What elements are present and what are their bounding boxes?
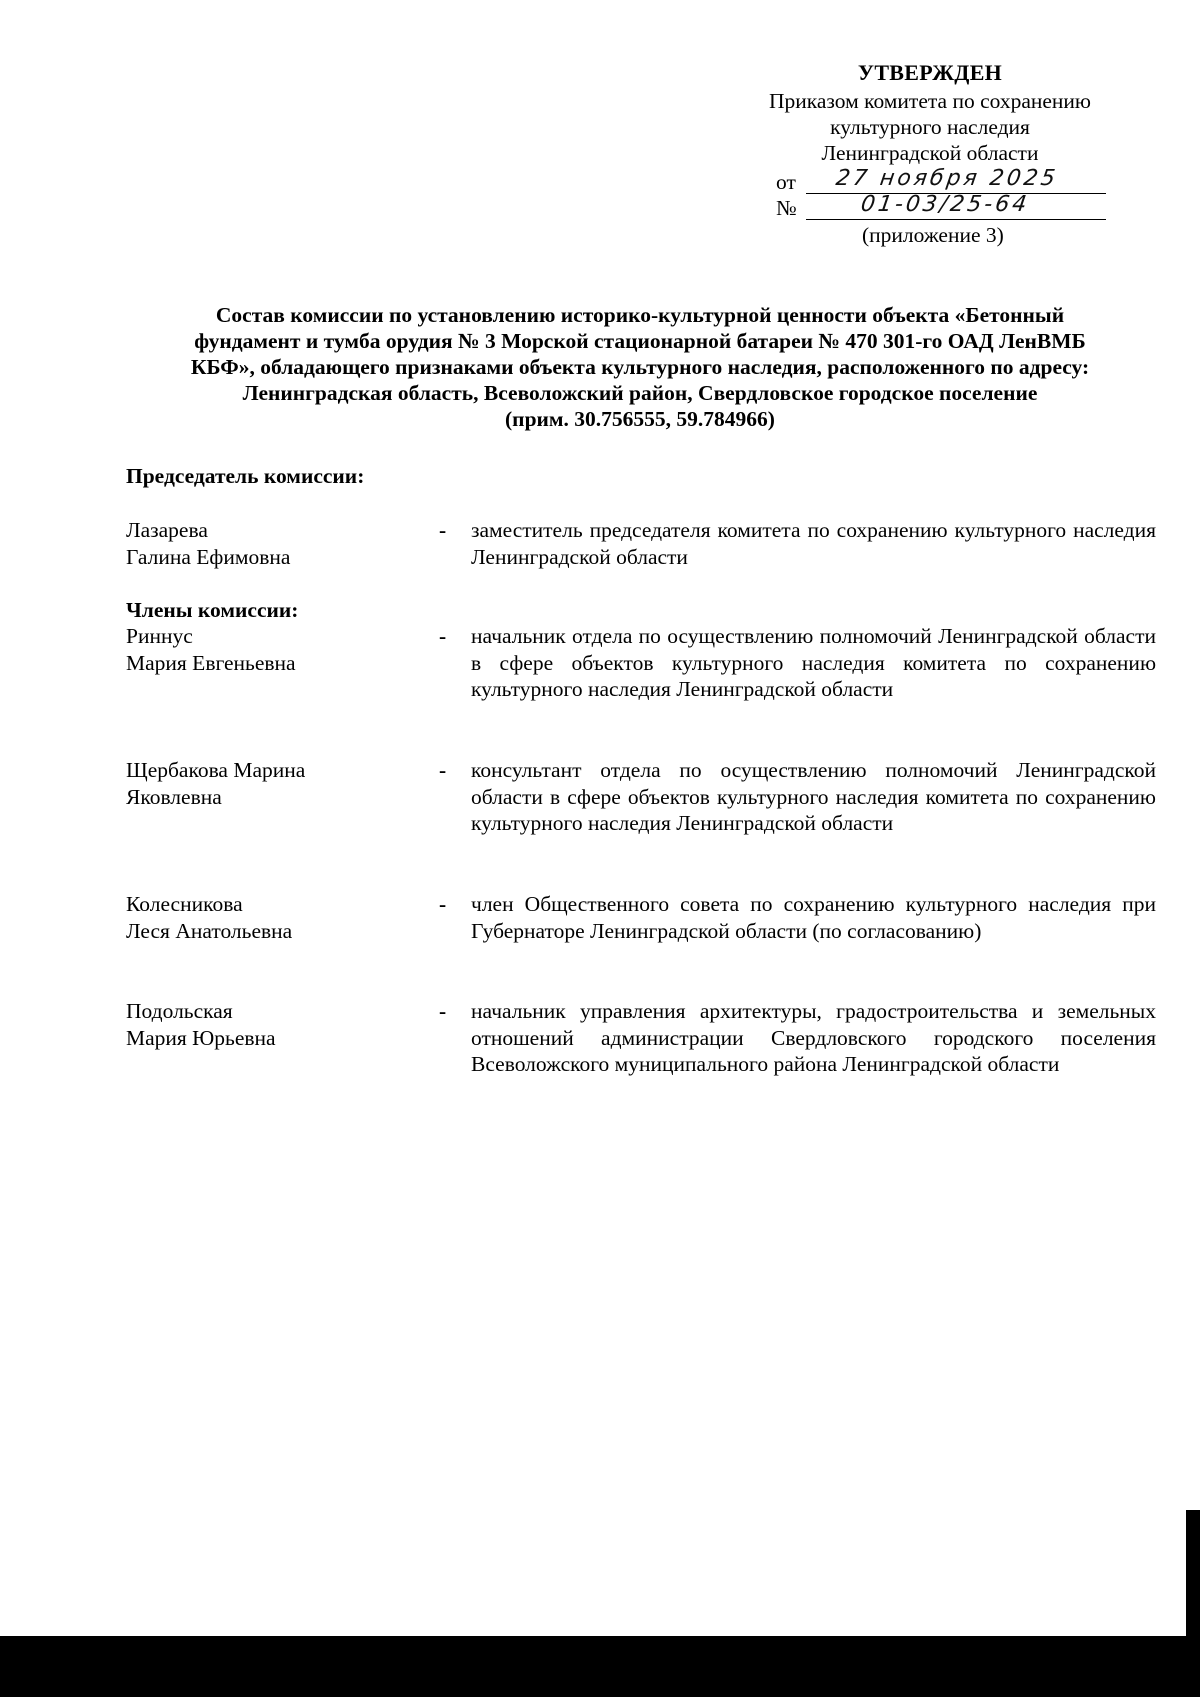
number-label: № xyxy=(776,196,797,220)
scan-edge-shadow xyxy=(1186,1510,1200,1640)
member-dash: - xyxy=(439,758,447,782)
approval-block xyxy=(740,60,1120,166)
date-label: от xyxy=(776,170,796,194)
members-section-title: Члены комиссии: xyxy=(126,598,299,622)
approval-line-2: культурного наследия xyxy=(830,115,1030,139)
handwritten-number: 01-03/25-64 xyxy=(859,192,1032,217)
member-name xyxy=(126,998,426,1051)
number-underline xyxy=(806,219,1106,220)
member-given-names: Яковлевна xyxy=(126,784,222,809)
member-surname: Риннус xyxy=(126,624,193,648)
member-position: начальник отдела по осуществлению полномочий Ленинградской области в сфере объектов культурного наследия комитета по сохранению культурного наследия Ленинградской области xyxy=(471,624,1156,701)
member-surname: Щербакова Марина xyxy=(126,758,306,782)
member-name xyxy=(126,891,426,944)
member-position: консультант отдела по осуществлению полномочий Ленинградской области в сфере объектов культурного наследия комитета по сохранению культурного наследия Ленинградской области xyxy=(471,758,1156,835)
member-dash: - xyxy=(439,999,447,1023)
member-name xyxy=(126,757,426,810)
member-position: член Общественного совета по сохранению культурного наследия при Губернаторе Ленинградской области (по согласованию) xyxy=(471,892,1156,943)
member-surname: Колесникова xyxy=(126,892,243,916)
member-position: заместитель председателя комитета по сохранению культурного наследия Ленинградской области xyxy=(471,518,1156,569)
heading-line-5: (прим. 30.756555, 59.784966) xyxy=(505,407,775,431)
member-dash: - xyxy=(439,624,447,648)
member-surname: Лазарева xyxy=(126,518,208,542)
member-name xyxy=(126,517,426,570)
member-name xyxy=(126,623,426,676)
appendix-note: (приложение 3) xyxy=(862,223,1004,247)
chair-section-title: Председатель комиссии: xyxy=(126,464,365,488)
member-given-names: Мария Евгеньевна xyxy=(126,650,296,675)
approval-title: УТВЕРЖДЕН xyxy=(857,60,1003,85)
member-dash: - xyxy=(439,892,447,916)
member-position: начальник управления архитектуры, градостроительства и земельных отношений администрации Свердловского городского поселения Всеволожского муниципального района Ленинградской области xyxy=(471,999,1156,1076)
heading-line-2: фундамент и тумба орудия № 3 Морской стационарной батареи № 470 301-го ОАД ЛенВМБ xyxy=(194,329,1086,353)
member-given-names: Мария Юрьевна xyxy=(126,1025,276,1050)
scan-bottom-border xyxy=(0,1636,1200,1697)
member-given-names: Леся Анатольевна xyxy=(126,918,293,943)
member-surname: Подольская xyxy=(126,999,233,1023)
approval-line-1: Приказом комитета по сохранению xyxy=(768,89,1091,113)
member-dash: - xyxy=(439,518,447,542)
document-heading xyxy=(120,302,1160,432)
member-given-names: Галина Ефимовна xyxy=(126,544,291,569)
approval-line-3: Ленинградской области xyxy=(821,141,1039,165)
heading-line-3: КБФ», обладающего признаками объекта культурного наследия, расположенного по адресу: xyxy=(190,355,1090,379)
heading-line-1: Состав комиссии по установлению историко-культурной ценности объекта «Бетонный xyxy=(215,303,1065,327)
handwritten-date: 27 ноября 2025 xyxy=(834,166,1060,191)
heading-line-4: Ленинградская область, Всеволожский район, Свердловское городское поселение xyxy=(242,381,1038,405)
